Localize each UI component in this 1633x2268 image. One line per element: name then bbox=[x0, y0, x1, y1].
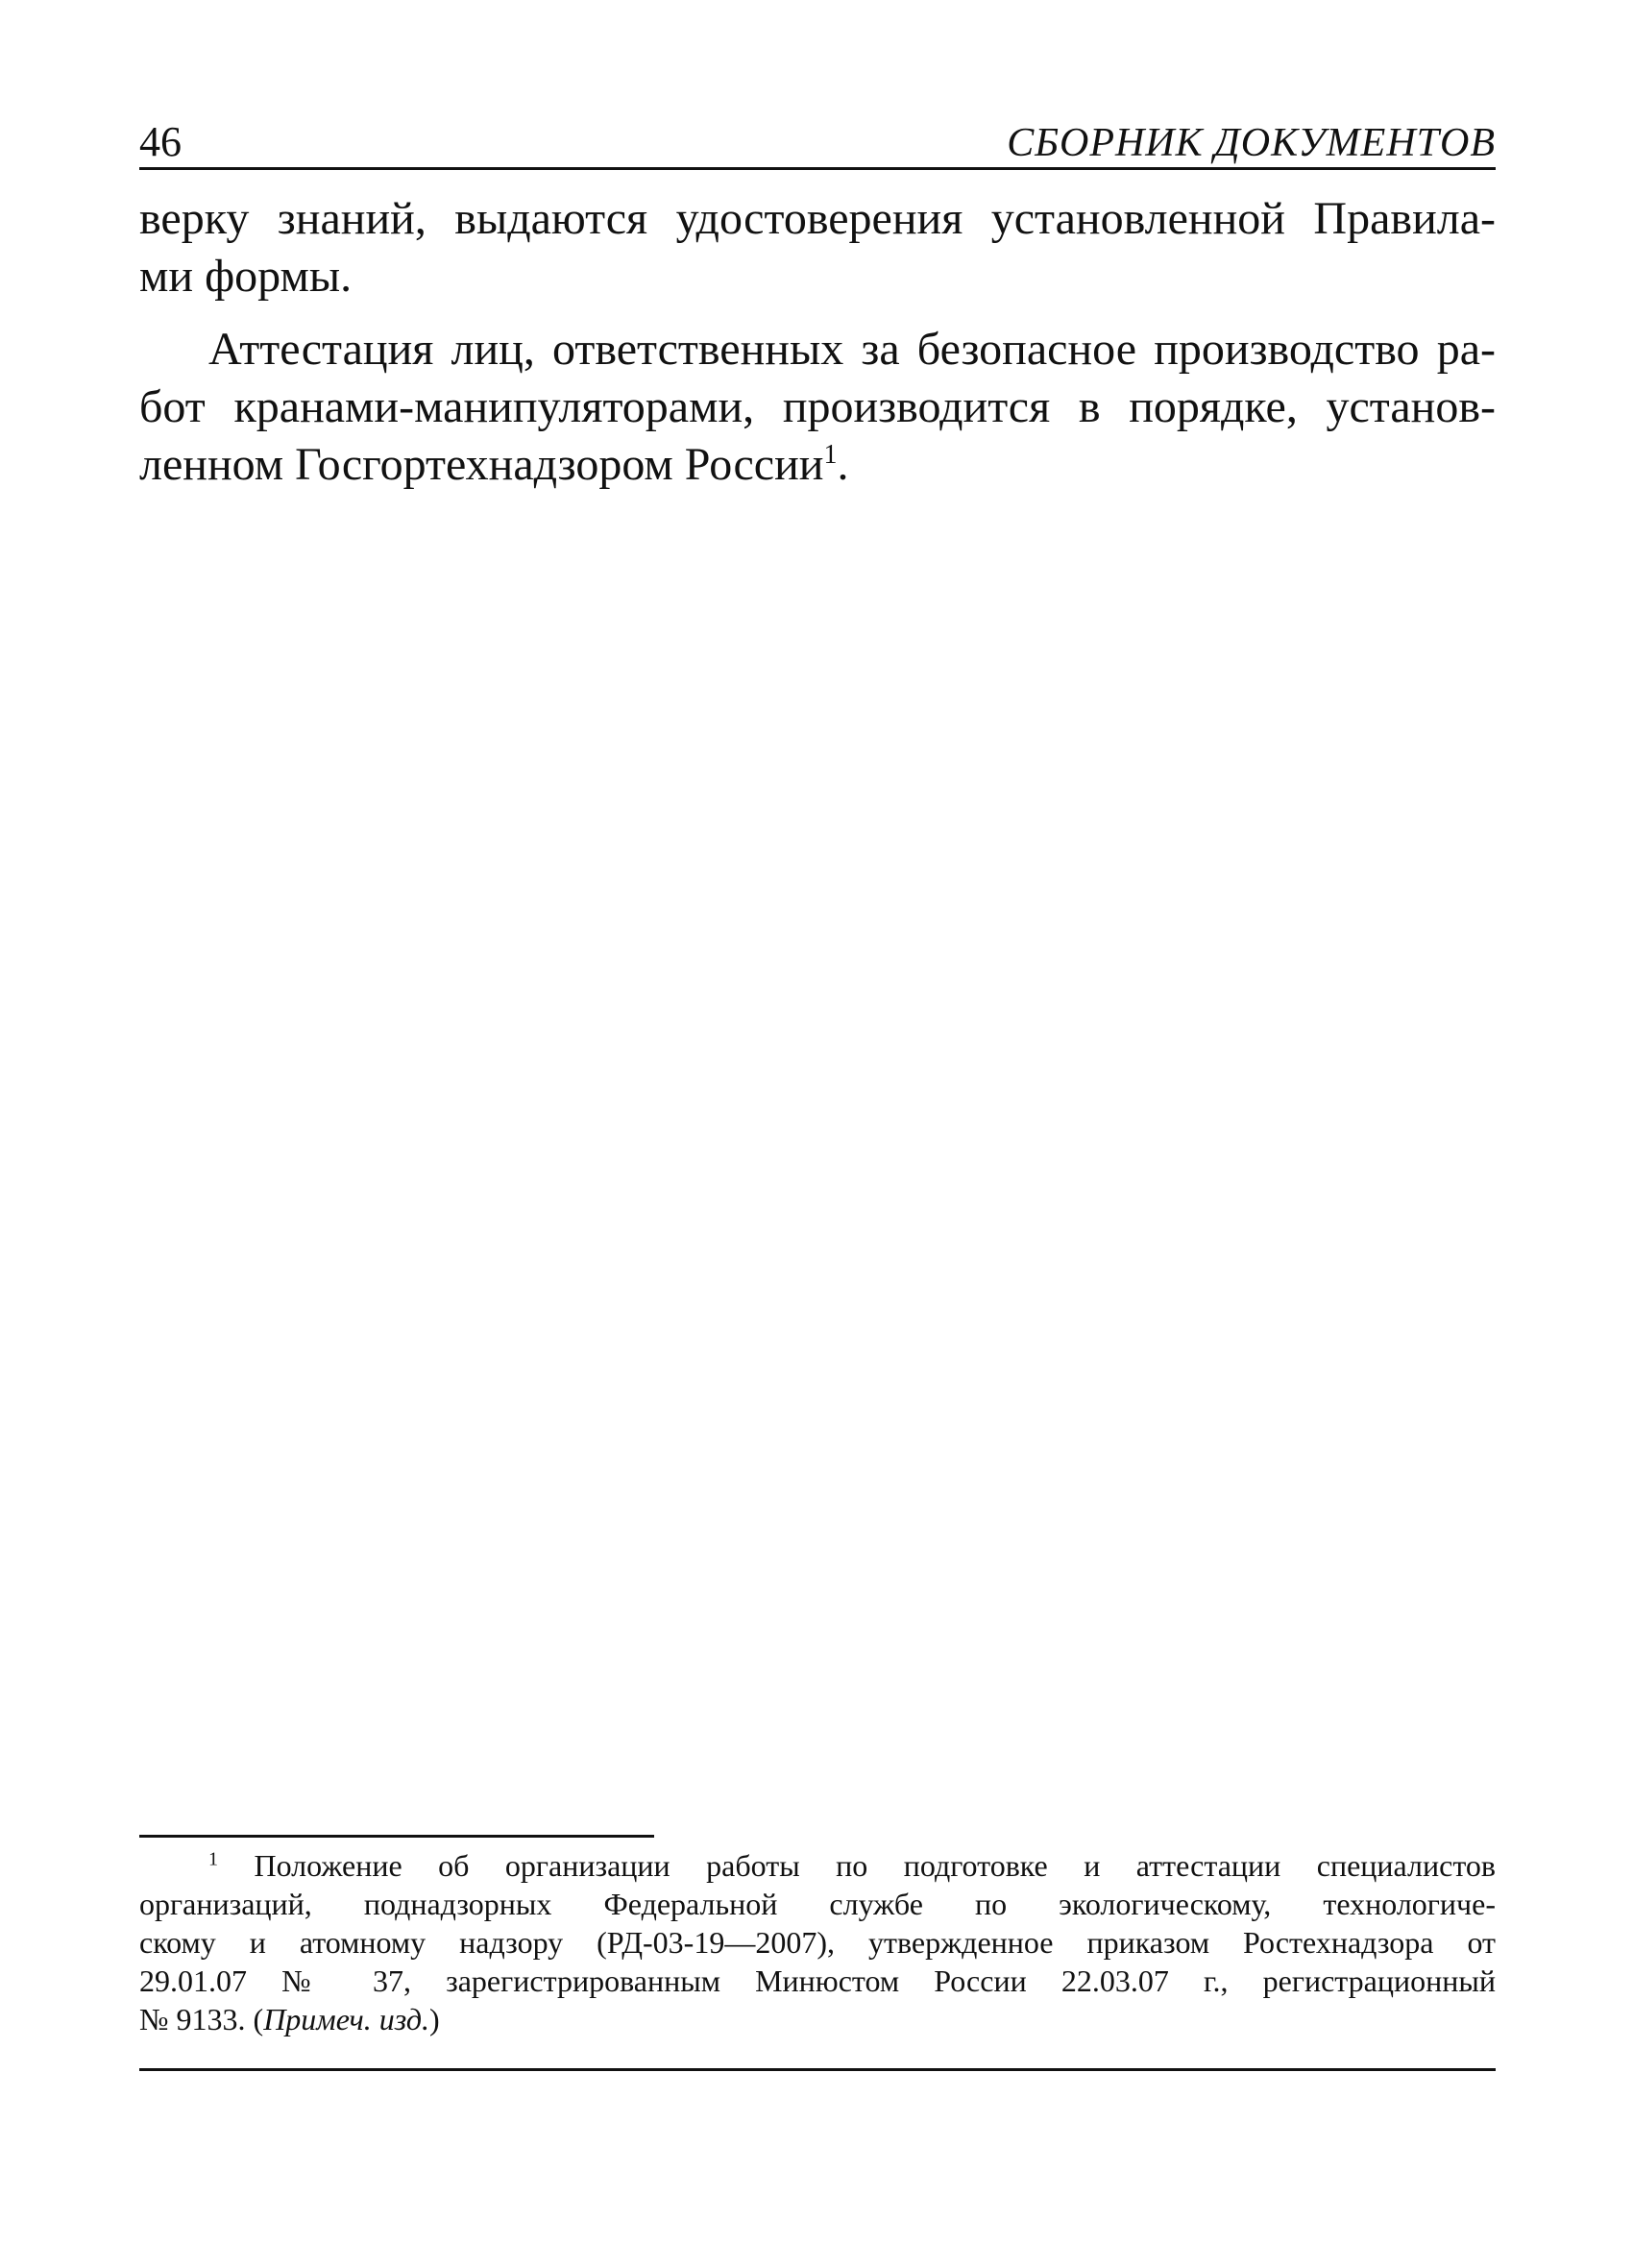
paragraph-2-end-punctuation: . bbox=[837, 439, 849, 490]
body-text bbox=[139, 190, 1496, 494]
footnote bbox=[139, 1846, 1496, 2038]
paragraph-2-line-3 bbox=[139, 436, 1496, 494]
page-number: 46 bbox=[139, 118, 182, 165]
paragraph-2-line-1: Аттестация лиц, ответственных за безопасное производство ра- bbox=[208, 324, 1496, 375]
footnote-line-5 bbox=[139, 2000, 1496, 2038]
footnote-separator bbox=[139, 1835, 654, 1838]
footnote-line-5-start: № 9133. ( bbox=[139, 2002, 264, 2036]
footnote-reference: 1 bbox=[823, 440, 838, 470]
paragraph-1-line-2: ми формы. bbox=[139, 251, 353, 302]
footnote-line-5-end: ) bbox=[429, 2002, 440, 2036]
footnote-line-1-text: Положение об организации работы по подготовке и аттестации специалистов bbox=[254, 1848, 1497, 1883]
paragraph-2-line-2: бот кранами-манипуляторами, производится в порядке, установ- bbox=[139, 381, 1496, 432]
page-header bbox=[139, 113, 1496, 170]
footnote-line-2: организаций, поднадзорных Федеральной службе по экологическому, технологиче- bbox=[139, 1887, 1496, 1921]
bottom-rule bbox=[139, 2068, 1496, 2071]
running-title: СБОРНИК ДОКУМЕНТОВ bbox=[1007, 121, 1496, 165]
footnote-line-3: скому и атомному надзору (РД-03-19—2007), утвержденное приказом Ростехнадзора от bbox=[139, 1925, 1496, 1960]
footnote-marker: 1 bbox=[208, 1848, 218, 1870]
paragraph-gap bbox=[139, 305, 1496, 321]
footnote-line-1 bbox=[139, 1846, 1496, 1885]
footnote-line-4: 29.01.07 № 37, зарегистрированным Минюстом России 22.03.07 г., регистрационный bbox=[139, 1963, 1496, 1998]
paragraph-2-line-3-text: ленном Госгортехнадзором России bbox=[139, 439, 824, 490]
paragraph-1-line-1: верку знаний, выдаются удостоверения установленной Правила- bbox=[139, 193, 1496, 244]
publisher-note: Примеч. изд. bbox=[263, 2002, 430, 2036]
